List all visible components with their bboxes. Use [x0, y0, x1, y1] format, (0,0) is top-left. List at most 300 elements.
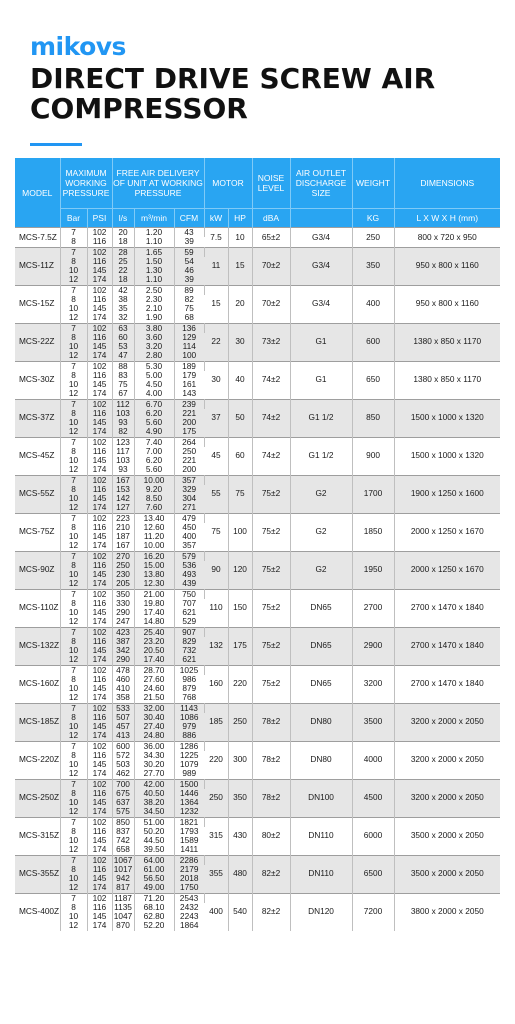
weight-cell: 6500 — [352, 855, 394, 893]
m3-cell: 34.50 — [134, 807, 174, 817]
m3-cell: 2.10 — [134, 304, 174, 313]
ls-cell: 387 — [112, 637, 134, 646]
kw-cell: 400 — [204, 893, 228, 931]
psi-cell: 145 — [87, 456, 112, 465]
kw-cell: 15 — [204, 285, 228, 323]
page-title — [30, 64, 435, 124]
bar-cell: 10 — [60, 456, 87, 465]
bar-cell: 10 — [60, 798, 87, 807]
weight-cell: 1700 — [352, 475, 394, 513]
psi-cell: 145 — [87, 418, 112, 427]
m3-cell: 38.20 — [134, 798, 174, 807]
model-group — [15, 817, 500, 855]
ls-cell: 18 — [112, 275, 134, 285]
m3-cell: 24.80 — [134, 731, 174, 741]
m3-cell: 1.10 — [134, 237, 174, 247]
cfm-cell: 400 — [174, 532, 204, 541]
hp-cell: 50 — [228, 399, 252, 437]
m3-cell: 28.70 — [134, 665, 174, 675]
m3-cell: 27.60 — [134, 675, 174, 684]
bar-cell: 12 — [60, 693, 87, 703]
kw-cell: 11 — [204, 247, 228, 285]
psi-cell: 102 — [87, 703, 112, 713]
bar-cell: 7 — [60, 437, 87, 447]
hp-cell: 540 — [228, 893, 252, 931]
m3-cell: 3.80 — [134, 323, 174, 333]
ls-cell: 167 — [112, 475, 134, 485]
model-cell: MCS-37Z — [15, 399, 60, 437]
weight-cell: 350 — [352, 247, 394, 285]
ls-cell: 675 — [112, 789, 134, 798]
m3-cell: 1.30 — [134, 266, 174, 275]
psi-cell: 145 — [87, 304, 112, 313]
dims-cell: 2000 x 1250 x 1670 — [394, 513, 500, 551]
hp-cell: 430 — [228, 817, 252, 855]
ls-cell: 413 — [112, 731, 134, 741]
cfm-cell: 59 — [174, 247, 204, 257]
cfm-cell: 1364 — [174, 798, 204, 807]
m3-cell: 6.20 — [134, 409, 174, 418]
outlet-cell: G2 — [290, 475, 352, 513]
m3-cell: 4.90 — [134, 427, 174, 437]
bar-cell: 10 — [60, 912, 87, 921]
psi-cell: 145 — [87, 570, 112, 579]
model-cell: MCS-15Z — [15, 285, 60, 323]
bar-cell: 8 — [60, 371, 87, 380]
model-group — [15, 855, 500, 893]
ls-cell: 870 — [112, 921, 134, 930]
dims-cell: 950 x 800 x 1160 — [394, 285, 500, 323]
psi-cell: 145 — [87, 342, 112, 351]
outlet-cell: DN120 — [290, 893, 352, 931]
psi-cell: 174 — [87, 731, 112, 741]
weight-cell: 650 — [352, 361, 394, 399]
model-group — [15, 703, 500, 741]
cfm-cell: 68 — [174, 313, 204, 323]
model-cell: MCS-355Z — [15, 855, 60, 893]
psi-cell: 116 — [87, 237, 112, 247]
cfm-cell: 271 — [174, 503, 204, 513]
bar-cell: 12 — [60, 883, 87, 893]
psi-cell: 145 — [87, 380, 112, 389]
m3-cell: 56.50 — [134, 874, 174, 883]
bar-cell: 10 — [60, 570, 87, 579]
ls-cell: 1067 — [113, 854, 133, 865]
cfm-cell: 200 — [174, 418, 204, 427]
model-cell: MCS-250Z — [15, 779, 60, 817]
ls-cell: 658 — [112, 845, 134, 855]
psi-cell: 116 — [87, 371, 112, 380]
ls-cell: 637 — [112, 798, 134, 807]
cfm-cell: 979 — [174, 722, 204, 731]
ls-cell: 600 — [112, 741, 134, 751]
ls-cell: 533 — [112, 703, 134, 713]
cfm-cell: 989 — [174, 769, 204, 779]
outlet-cell: G3/4 — [290, 228, 352, 248]
table-row — [15, 855, 500, 865]
hp-cell: 120 — [228, 551, 252, 589]
ls-cell: 290 — [112, 655, 134, 665]
m3-cell: 64.00 — [134, 855, 174, 865]
table-row — [15, 627, 500, 637]
title-line-1: DIRECT DRIVE SCREW AIR — [30, 62, 436, 95]
psi-cell: 145 — [87, 608, 112, 617]
bar-cell: 7 — [60, 817, 87, 827]
m3-cell: 12.60 — [134, 523, 174, 532]
cfm-cell: 879 — [174, 684, 204, 693]
psi-cell: 102 — [87, 247, 112, 257]
psi-cell: 102 — [87, 627, 112, 637]
cfm-cell: 2543 — [174, 893, 204, 903]
weight-cell: 250 — [352, 228, 394, 248]
m3-cell: 25.40 — [134, 627, 174, 637]
col-dims: DIMENSIONS — [394, 158, 500, 209]
bar-cell: 10 — [60, 304, 87, 313]
bar-cell: 8 — [60, 713, 87, 722]
ls-cell: 223 — [112, 513, 134, 523]
ls-cell: 342 — [112, 646, 134, 655]
weight-cell: 600 — [352, 323, 394, 361]
psi-cell: 174 — [87, 769, 112, 779]
unit-kg: KG — [352, 209, 394, 228]
weight-cell: 7200 — [352, 893, 394, 931]
psi-cell: 116 — [87, 485, 112, 494]
m3-cell: 51.00 — [134, 817, 174, 827]
dims-cell: 1380 x 850 x 1170 — [394, 323, 500, 361]
psi-cell: 174 — [87, 693, 112, 703]
model-group — [15, 399, 500, 437]
ls-cell: 230 — [112, 570, 134, 579]
cfm-cell: 114 — [174, 342, 204, 351]
psi-cell: 102 — [87, 817, 112, 827]
psi-cell: 102 — [87, 361, 112, 371]
cfm-cell: 1821 — [174, 817, 204, 827]
model-cell: MCS-185Z — [15, 703, 60, 741]
ls-cell: 330 — [112, 599, 134, 608]
bar-cell: 8 — [60, 675, 87, 684]
psi-cell: 145 — [87, 722, 112, 731]
psi-cell: 145 — [87, 836, 112, 845]
psi-cell: 116 — [87, 751, 112, 760]
cfm-cell: 536 — [174, 561, 204, 570]
kw-cell: 37 — [204, 399, 228, 437]
psi-cell: 174 — [87, 921, 112, 930]
psi-cell: 174 — [87, 541, 112, 551]
m3-cell: 5.60 — [134, 465, 174, 475]
bar-cell: 12 — [60, 845, 87, 855]
psi-cell: 102 — [87, 228, 112, 238]
m3-cell: 27.70 — [134, 769, 174, 779]
bar-cell: 12 — [60, 503, 87, 513]
bar-cell: 8 — [60, 257, 87, 266]
ls-cell: 83 — [112, 371, 134, 380]
noise-cell: 73±2 — [252, 323, 290, 361]
bar-cell: 7 — [60, 551, 87, 561]
ls-cell: 837 — [112, 827, 134, 836]
m3-cell: 62.80 — [134, 912, 174, 921]
spec-table — [15, 158, 500, 931]
m3-cell: 8.50 — [134, 494, 174, 503]
table-row — [15, 437, 500, 447]
bar-cell: 12 — [60, 541, 87, 551]
unit-dba: dBA — [252, 209, 290, 228]
ls-cell: 42 — [112, 285, 134, 295]
bar-cell: 7 — [60, 741, 87, 751]
m3-cell: 17.40 — [134, 655, 174, 665]
m3-cell: 23.20 — [134, 637, 174, 646]
m3-cell: 17.40 — [134, 608, 174, 617]
cfm-cell: 1750 — [174, 883, 204, 893]
cfm-cell: 161 — [174, 380, 204, 389]
psi-cell: 174 — [87, 807, 112, 817]
model-cell: MCS-315Z — [15, 817, 60, 855]
bar-cell: 8 — [60, 865, 87, 874]
weight-cell: 1950 — [352, 551, 394, 589]
outlet-cell: G2 — [290, 513, 352, 551]
kw-cell: 355 — [204, 855, 228, 893]
kw-cell: 132 — [204, 627, 228, 665]
cfm-cell: 732 — [174, 646, 204, 655]
weight-cell: 2900 — [352, 627, 394, 665]
m3-cell: 5.60 — [134, 418, 174, 427]
table-row — [15, 475, 500, 485]
cfm-cell: 75 — [174, 304, 204, 313]
model-group — [15, 779, 500, 817]
ls-cell: 103 — [112, 456, 134, 465]
dims-cell: 3800 x 2000 x 2050 — [394, 893, 500, 931]
ls-cell: 290 — [112, 608, 134, 617]
m3-cell: 27.40 — [134, 722, 174, 731]
cfm-cell: 357 — [174, 475, 204, 485]
dims-cell: 2000 x 1250 x 1670 — [394, 551, 500, 589]
bar-cell: 8 — [60, 485, 87, 494]
psi-cell: 102 — [87, 779, 112, 789]
dims-cell: 1380 x 850 x 1170 — [394, 361, 500, 399]
m3-cell: 68.10 — [134, 903, 174, 912]
cfm-cell: 2286 — [174, 855, 204, 865]
psi-cell: 174 — [87, 503, 112, 513]
bar-cell: 12 — [60, 313, 87, 323]
bar-cell: 7 — [60, 665, 87, 675]
model-group — [15, 893, 500, 931]
table-row — [15, 817, 500, 827]
bar-cell: 12 — [60, 427, 87, 437]
ls-cell: 38 — [112, 295, 134, 304]
hp-cell: 350 — [228, 779, 252, 817]
bar-cell: 10 — [60, 646, 87, 655]
m3-cell: 2.30 — [134, 295, 174, 304]
cfm-cell: 450 — [174, 523, 204, 532]
cfm-cell: 1225 — [174, 751, 204, 760]
bar-cell: 7 — [60, 779, 87, 789]
bar-cell: 10 — [60, 836, 87, 845]
m3-cell: 16.20 — [134, 551, 174, 561]
m3-cell: 1.65 — [134, 247, 174, 257]
psi-cell: 116 — [87, 903, 112, 912]
ls-cell: 75 — [112, 380, 134, 389]
kw-cell: 75 — [204, 513, 228, 551]
noise-cell: 75±2 — [252, 551, 290, 589]
ls-cell: 112 — [112, 399, 134, 409]
psi-cell: 145 — [87, 266, 112, 275]
model-cell: MCS-110Z — [15, 589, 60, 627]
cfm-cell: 136 — [174, 323, 204, 333]
m3-cell: 1.90 — [134, 313, 174, 323]
ls-cell: 478 — [112, 665, 134, 675]
ls-cell: 460 — [112, 675, 134, 684]
bar-cell: 7 — [60, 703, 87, 713]
table-row — [15, 893, 500, 903]
noise-cell: 65±2 — [252, 228, 290, 248]
weight-cell: 6000 — [352, 817, 394, 855]
psi-cell: 102 — [87, 855, 112, 865]
model-cell: MCS-160Z — [15, 665, 60, 703]
cfm-cell: 579 — [174, 551, 204, 561]
ls-cell: 850 — [112, 817, 134, 827]
model-cell: MCS-220Z — [15, 741, 60, 779]
cfm-cell: 129 — [174, 333, 204, 342]
outlet-cell: G1 — [290, 323, 352, 361]
ls-cell: 410 — [112, 684, 134, 693]
m3-cell: 10.00 — [134, 475, 174, 485]
bar-cell: 8 — [60, 637, 87, 646]
cfm-cell: 329 — [174, 485, 204, 494]
ls-cell: 423 — [112, 627, 134, 637]
model-cell: MCS-45Z — [15, 437, 60, 475]
ls-cell: 247 — [112, 617, 134, 627]
psi-cell: 116 — [87, 333, 112, 342]
table-row — [15, 779, 500, 789]
psi-cell: 174 — [87, 617, 112, 627]
cfm-cell: 750 — [174, 589, 204, 599]
cfm-cell: 89 — [174, 285, 204, 295]
bar-cell: 7 — [60, 475, 87, 485]
psi-cell: 116 — [87, 409, 112, 418]
bar-cell: 12 — [60, 617, 87, 627]
cfm-cell: 175 — [174, 427, 204, 437]
bar-cell: 10 — [60, 532, 87, 541]
col-noise: NOISE LEVEL — [252, 158, 290, 209]
cfm-cell: 250 — [174, 447, 204, 456]
bar-cell: 7 — [60, 285, 87, 295]
kw-cell: 220 — [204, 741, 228, 779]
cfm-cell: 1411 — [174, 845, 204, 855]
psi-cell: 145 — [87, 532, 112, 541]
bar-cell: 7 — [60, 323, 87, 333]
model-cell: MCS-11Z — [15, 247, 60, 285]
cfm-cell: 1025 — [174, 665, 204, 675]
cfm-cell: 39 — [174, 275, 204, 285]
noise-cell: 74±2 — [252, 399, 290, 437]
col-pressure: MAXIMUM WORKING PRESSURE — [60, 158, 112, 209]
psi-cell: 174 — [87, 465, 112, 475]
hp-cell: 10 — [228, 228, 252, 248]
hp-cell: 40 — [228, 361, 252, 399]
hp-cell: 150 — [228, 589, 252, 627]
ls-cell: 35 — [112, 304, 134, 313]
ls-cell: 942 — [112, 874, 134, 883]
psi-cell: 102 — [87, 741, 112, 751]
weight-cell: 850 — [352, 399, 394, 437]
m3-cell: 32.00 — [134, 703, 174, 713]
model-group — [15, 361, 500, 399]
dims-cell: 2700 x 1470 x 1840 — [394, 665, 500, 703]
m3-cell: 14.80 — [134, 617, 174, 627]
m3-cell: 30.20 — [134, 760, 174, 769]
noise-cell: 80±2 — [252, 817, 290, 855]
m3-cell: 61.00 — [134, 865, 174, 874]
m3-cell: 3.20 — [134, 342, 174, 351]
weight-cell: 4000 — [352, 741, 394, 779]
m3-cell: 49.00 — [134, 883, 174, 893]
noise-cell: 75±2 — [252, 665, 290, 703]
bar-cell: 12 — [60, 389, 87, 399]
bar-cell: 8 — [60, 789, 87, 798]
model-group — [15, 437, 500, 475]
cfm-cell: 2179 — [174, 865, 204, 874]
ls-cell: 572 — [112, 751, 134, 760]
noise-cell: 75±2 — [252, 589, 290, 627]
unit-m3: m³/min — [134, 209, 174, 228]
weight-cell: 3200 — [352, 665, 394, 703]
ls-cell: 53 — [112, 342, 134, 351]
ls-cell: 93 — [112, 465, 134, 475]
cfm-cell: 1286 — [174, 741, 204, 751]
ls-cell: 88 — [112, 361, 134, 371]
psi-cell: 174 — [87, 351, 112, 361]
cfm-cell: 986 — [174, 675, 204, 684]
cfm-cell: 357 — [174, 541, 204, 551]
psi-cell: 174 — [87, 655, 112, 665]
model-group — [15, 228, 500, 248]
psi-cell: 145 — [87, 874, 112, 883]
ls-cell: 358 — [112, 693, 134, 703]
bar-cell: 8 — [60, 599, 87, 608]
weight-cell: 900 — [352, 437, 394, 475]
model-group — [15, 513, 500, 551]
ls-cell: 350 — [112, 589, 134, 599]
m3-cell: 7.60 — [134, 503, 174, 513]
bar-cell: 7 — [60, 228, 87, 238]
dims-cell: 1500 x 1000 x 1320 — [394, 399, 500, 437]
m3-cell: 7.00 — [134, 447, 174, 456]
cfm-cell: 143 — [174, 389, 204, 399]
dims-cell: 1900 x 1250 x 1600 — [394, 475, 500, 513]
bar-cell: 7 — [60, 247, 87, 257]
dims-cell: 3200 x 2000 x 2050 — [394, 779, 500, 817]
ls-cell: 210 — [112, 523, 134, 532]
m3-cell: 2.80 — [134, 351, 174, 361]
table-row — [15, 703, 500, 713]
cfm-cell: 221 — [174, 456, 204, 465]
noise-cell: 78±2 — [252, 703, 290, 741]
noise-cell: 82±2 — [252, 893, 290, 931]
ls-cell: 82 — [112, 427, 134, 437]
outlet-cell: G3/4 — [290, 247, 352, 285]
ls-cell: 205 — [112, 579, 134, 589]
ls-cell: 63 — [112, 323, 134, 333]
m3-cell: 2.50 — [134, 285, 174, 295]
model-group — [15, 285, 500, 323]
psi-cell: 116 — [87, 789, 112, 798]
model-group — [15, 551, 500, 589]
cfm-cell: 1793 — [174, 827, 204, 836]
ls-cell: 1135 — [112, 903, 134, 912]
m3-cell: 1.50 — [134, 257, 174, 266]
bar-cell: 12 — [60, 731, 87, 741]
psi-cell: 102 — [87, 589, 112, 599]
m3-cell: 39.50 — [134, 845, 174, 855]
